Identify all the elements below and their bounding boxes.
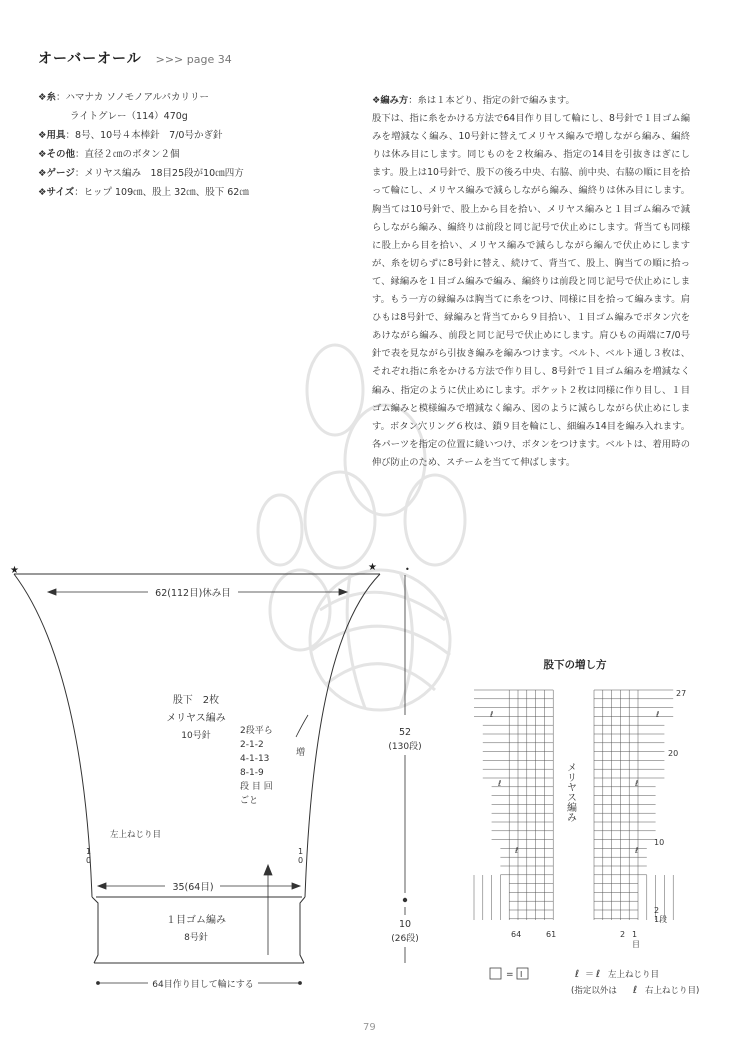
method-heading: ❖編み方 <box>372 95 409 106</box>
side-mark-left-a: 1 <box>86 847 92 856</box>
rib-right <box>300 897 305 963</box>
twist-stitch-icon: ℓ <box>498 779 502 788</box>
legend-note-end: 右上ねじり目) <box>645 986 700 996</box>
chart-center-label: メリヤス編み <box>564 762 576 822</box>
increase-row-0: 2段平ら <box>240 726 273 736</box>
stitch-name: メリヤス編み <box>166 713 226 724</box>
title-text: オーバーオール <box>38 51 142 67</box>
chart-title: 股下の増し方 <box>543 659 607 671</box>
col-label-61: 61 <box>546 930 557 939</box>
legend-twist-left-icon: ℓ <box>596 969 601 980</box>
legend-note: (指定以外は <box>571 986 617 996</box>
tools-value: ：8号、10号４本棒針 7/0号かぎ針 <box>65 130 223 141</box>
legend-twist-icon: ℓ <box>575 969 580 980</box>
twist-stitch-icon: ℓ <box>635 779 639 788</box>
legend-twist-right-icon: ℓ <box>633 985 638 996</box>
legend-knit-square <box>517 968 528 979</box>
size-value: ：ヒップ 109㎝、股上 32㎝、股下 62㎝ <box>74 187 249 198</box>
height-main-rows: (130段) <box>388 742 422 752</box>
legend-twist-equals: ＝ <box>585 970 595 980</box>
rib-left <box>92 897 98 963</box>
increase-row-1: 2-1-2 <box>240 740 264 750</box>
page-number: 79 <box>363 1022 376 1033</box>
twist-stitch-icon: ℓ <box>635 846 639 855</box>
other-line <box>38 145 180 164</box>
col-label-1: 1 <box>632 930 638 939</box>
row-label-1: 1段 <box>654 915 668 924</box>
chart-grid-right <box>594 690 673 920</box>
col-label-2: 2 <box>620 930 626 939</box>
legend-blank-square <box>490 968 501 979</box>
top-width-label: 62(112目)休み目 <box>155 588 231 599</box>
method-text <box>372 92 690 472</box>
twist-stitch-icon: ℓ <box>490 710 494 719</box>
chart-grid-left <box>474 690 553 920</box>
increase-row-5: ごと <box>240 796 259 806</box>
col-label-64: 64 <box>511 930 522 939</box>
yarn-label: ❖糸 <box>38 92 57 103</box>
gauge-value: ：メリヤス編み 18目25段が10㎝四方 <box>74 168 244 179</box>
increase-row-2: 4-1-13 <box>240 754 270 764</box>
row-label-10: 10 <box>654 838 665 847</box>
height-main: 52 <box>398 727 412 738</box>
row-label-20: 20 <box>668 749 679 758</box>
twist-note: 左上ねじり目 <box>110 830 162 840</box>
height-rib: 10 <box>398 919 412 930</box>
tools-label: ❖用具 <box>38 130 66 141</box>
chart-legend <box>485 962 735 1002</box>
legend-equals: = <box>506 970 514 980</box>
cast-on-label: 64目作り目して輪にする <box>152 980 254 990</box>
yarn-line <box>38 88 209 107</box>
piece-name: 股下 2枚 <box>172 695 220 706</box>
star-mark-dim: • <box>405 565 410 574</box>
increase-label: 増 <box>296 748 306 758</box>
side-mark-right-a: 1 <box>298 847 304 856</box>
gauge-line <box>38 164 244 183</box>
yarn-color-line <box>70 107 188 126</box>
increase-row-3: 8-1-9 <box>240 768 264 778</box>
size-line <box>38 183 249 202</box>
other-value: ：直径２㎝のボタン２個 <box>75 149 180 160</box>
other-label: ❖その他 <box>38 149 76 160</box>
method-intro: ：糸は１本どり、指定の針で編みます。 <box>408 95 575 106</box>
page-reference: >>> page 34 <box>155 53 232 66</box>
twist-stitch-icon: ℓ <box>515 846 519 855</box>
yarn-color: ライトグレー（114）470g <box>70 111 188 122</box>
side-mark-right-b: 0 <box>298 856 304 865</box>
increase-row-4: 段 目 回 <box>240 782 273 792</box>
increase-chart <box>470 650 740 960</box>
col-unit: 目 <box>632 940 640 949</box>
rib-needle: 8号針 <box>184 933 208 943</box>
needle-main: 10号針 <box>181 731 211 741</box>
size-label: ❖サイズ <box>38 187 75 198</box>
side-mark-left-b: 0 <box>86 856 92 865</box>
right-side <box>305 574 380 897</box>
yarn-value: ：ハマナカ ソノモノアルパカリリー <box>56 92 209 103</box>
mid-width-label: 35(64目) <box>172 882 214 893</box>
row-label-2: 2 <box>654 906 660 915</box>
rib-label: １目ゴム編み <box>166 915 226 926</box>
page-title <box>38 48 232 68</box>
gauge-label: ❖ゲージ <box>38 168 75 179</box>
legend-twist-label: 左上ねじり目 <box>608 970 660 980</box>
legend-knit-symbol: Ⅰ <box>520 970 523 979</box>
star-mark-right: ★ <box>368 562 377 573</box>
method-body: 股下は、指に糸をかける方法で64目作り目して輪にし、8号針で１目ゴム編みを増減なく編み、10号針に替えてメリヤス編みで増しながら編み、編終りは休み目にします。同じものを２枚編み、指定の14目を引抜きはぎにします。股上は10号針で、股下の後ろ中央、右脇、前中央、右脇の順に目を拾って輪にし、メリヤス編みで減らしながら編み、編終りは休み目にします。胸当ては10号針で、股上から目を拾い、メリヤス編みと１目ゴム編みで減らしながら編み、編終りは前段と同じ記号で伏止めにします。背当ても同様に股上から目を拾い、メリヤス編みで減らしながら編んで伏止めにしますが、糸を切らずに8号針に替え、続けて、背当て、股上、胸当ての順に拾って、縁編みを１目ゴム編みで編み、編終りは前段と同じ記号で伏止めにします。もう一方の縁編みは胸当てに糸をつけ、同様に目を拾って編みます。肩ひもは8号針で、縁編みと背当てから９目拾い、１目ゴム編みでボタン穴をあけながら編み、前段と同じ記号で伏止めにします。肩ひもの両端に7/0号針で表を見ながら引抜き編みを編みつけます。ベルト、ベルト通し３枚は、それぞれ指に糸をかける方法で作り目し、8号針で１目ゴム編みを増減なく編み、指定のように伏止めにします。ポケット２枚は同様に作り目し、１目ゴム編みと模様編みで増減なく編み、図のように減らしながら伏止めにします。ボタン穴リング６枚は、鎖９目を輪にし、細編み14目を編み入れます。各パーツを指定の位置に縫いつけ、ボタンをつけます。ベルトは、着用時の伸び防止のため、スチームを当てて伸ばします。 <box>372 113 690 468</box>
row-label-27: 27 <box>676 689 687 698</box>
leg-pattern-diagram <box>0 555 470 995</box>
left-side <box>14 574 92 897</box>
twist-stitch-icon: ℓ <box>656 710 660 719</box>
height-rib-rows: (26段) <box>391 934 419 944</box>
tools-line <box>38 126 222 145</box>
star-mark-left: ★ <box>10 565 19 576</box>
